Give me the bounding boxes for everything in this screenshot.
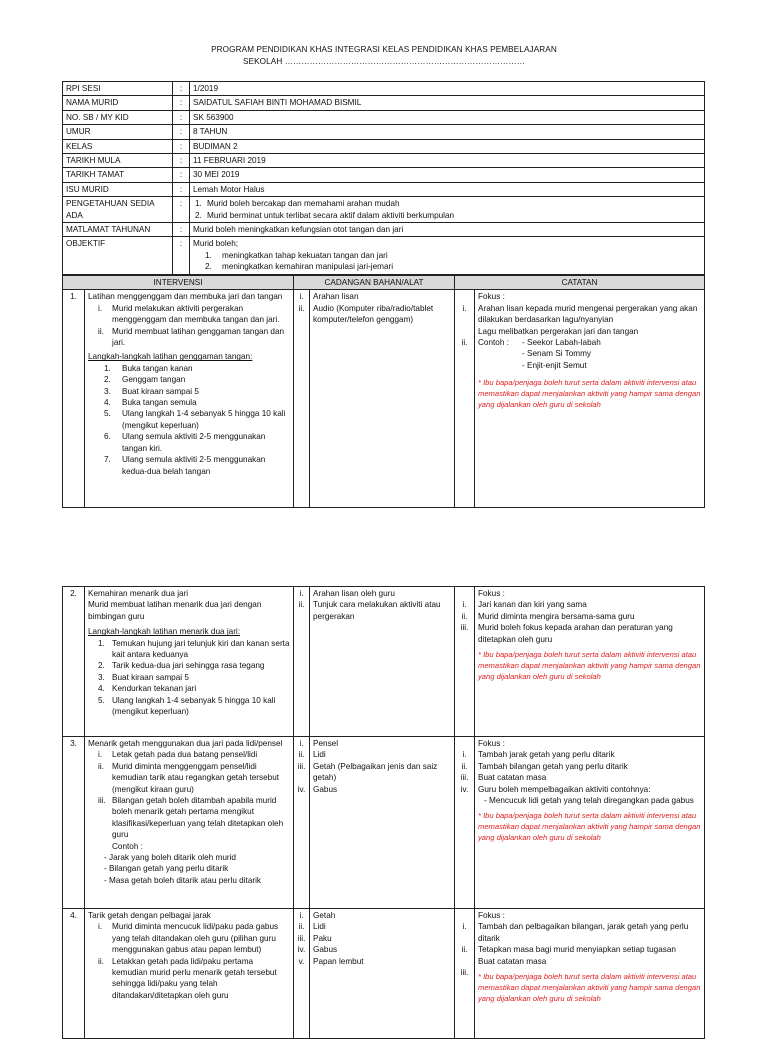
info-row xyxy=(63,154,705,168)
parent-note: * Ibu bapa/penjaga boleh turut serta dalam aktiviti intervensi atau memastikan dapat menjalankan aktiviti yang hampir sama dengan yang dijalankan oleh guru di sekolah xyxy=(478,650,701,682)
catatan-cell: Fokus : Tambah jarak getah yang perlu ditarik Tambah bilangan getah yang perlu ditarik Buat catatan masa Guru boleh mempelbagaikan aktiviti contohnya: - Mencucuk lidi getah yang telah diregangkan pada gabus * Ibu bapa/penjaga boleh turut serta dalam aktiviti intervensi atau memastikan dapat menjalankan aktiviti yang hampir sama dengan yang dijalankan oleh guru di sekolah xyxy=(475,737,705,909)
info-colon: : xyxy=(173,182,190,196)
info-row xyxy=(63,82,705,96)
info-colon: : xyxy=(173,96,190,110)
info-value: 1/2019 xyxy=(190,82,705,96)
objektif-list: Murid boleh; 1. meningkatkan tahap kekuatan tangan dan jari 2. meningkatkan kemahiran manipulasi jari-jemari xyxy=(190,237,705,274)
table-row xyxy=(63,737,705,909)
table-row xyxy=(63,290,705,508)
info-value: 8 TAHUN xyxy=(190,125,705,139)
catatan-cell: Fokus : Jari kanan dan kiri yang sama Murid diminta mengira bersama-sama guru Murid boleh fokus kepada arahan dan peraturan yang ditetapkan oleh guru * Ibu bapa/penjaga boleh turut serta dalam aktiviti intervensi atau memastikan dapat menjalankan aktiviti yang hampir sama dengan yang dijalankan oleh guru di sekolah xyxy=(475,587,705,737)
school-line: SEKOLAH …………………………………………………………………………… xyxy=(242,57,526,66)
info-label: KELAS xyxy=(63,139,173,153)
bahan-markers: i. ii. iii. iv. xyxy=(294,737,310,909)
info-row xyxy=(63,96,705,110)
bahan-cell: Pensel Lidi Getah (Pelbagaikan jenis dan saiz getah) Gabus xyxy=(310,737,455,909)
intervention-table-2 xyxy=(62,586,705,1039)
intervensi-cell: Menarik getah menggunakan dua jari pada lidi/pensel i. Letak getah pada dua batang pensel/lidi ii. Murid diminta menggenggam pensel/lidi kemudian tarik atau regangkan getah tersebut (mengikut kiraan guru) iii. Bilangan getah boleh ditambah apabila murid boleh menarik getah pertama mengikut klasifikasi/keperluan yang telah ditetapkan oleh guru Contoh : - Jarak yang boleh ditarik oleh murid - Bilangan getah yang perlu ditarik - Masa getah boleh ditarik atau perlu ditarik xyxy=(85,737,294,909)
catatan-markers: i. ii. xyxy=(455,290,475,508)
catatan-cell: Fokus : Tambah dan pelbagaikan bilangan, jarak getah yang perlu ditarik Tetapkan masa bagi murid menyiapkan setiap tugasan Buat catatan masa * Ibu bapa/penjaga boleh turut serta dalam aktiviti intervensi atau memastikan dapat menjalankan aktiviti yang hampir sama dengan yang dijalankan oleh guru di sekolah xyxy=(475,909,705,1039)
info-label: PENGETAHUAN SEDIA ADA xyxy=(63,197,173,223)
student-info-table xyxy=(62,81,705,275)
info-label: UMUR xyxy=(63,125,173,139)
bahan-markers: i. ii. xyxy=(294,587,310,737)
bahan-cell: Getah Lidi Paku Gabus Papan lembut xyxy=(310,909,455,1039)
info-label: OBJEKTIF xyxy=(63,237,173,274)
info-label: TARIKH TAMAT xyxy=(63,168,173,182)
info-colon: : xyxy=(173,139,190,153)
info-value: SK 563900 xyxy=(190,110,705,124)
row-number: 1. xyxy=(63,290,85,508)
header-intervensi: INTERVENSI xyxy=(63,276,294,290)
header-bahan: CADANGAN BAHAN/ALAT xyxy=(294,276,455,290)
info-colon: : xyxy=(173,110,190,124)
bahan-markers: i. ii. xyxy=(294,290,310,508)
catatan-markers: i. ii. iii. iv. xyxy=(455,737,475,909)
objektif-row: OBJEKTIF : Murid boleh; 1. meningkatkan tahap kekuatan tangan dan jari 2. meningkatkan kemahiran manipulasi jari-jemari xyxy=(63,237,705,274)
pengetahuan-list: 1. Murid boleh bercakap dan memahami arahan mudah 2. Murid berminat untuk terlibat secara aktif dalam aktiviti berkumpulan xyxy=(190,197,705,223)
program-title: PROGRAM PENDIDIKAN KHAS INTEGRASI KELAS PENDIDIKAN KHAS PEMBELAJARAN xyxy=(211,45,557,54)
pengetahuan-row: PENGETAHUAN SEDIA ADA : 1. Murid boleh bercakap dan memahami arahan mudah 2. Murid berminat untuk terlibat secara aktif dalam aktiviti berkumpulan xyxy=(63,197,705,223)
info-value: BUDIMAN 2 xyxy=(190,139,705,153)
bahan-markers: i. ii. iii. iv. v. xyxy=(294,909,310,1039)
info-value: Lemah Motor Halus xyxy=(190,182,705,196)
info-label: MATLAMAT TAHUNAN xyxy=(63,223,173,237)
info-value: Murid boleh meningkatkan kefungsian otot tangan dan jari xyxy=(190,223,705,237)
info-colon: : xyxy=(173,125,190,139)
row-number: 2. xyxy=(63,587,85,737)
intervensi-cell: Tarik getah dengan pelbagai jarak i. Murid diminta mencucuk lidi/paku pada gabus yang telah ditandakan oleh guru (pilihan guru menggunakan gabus atau papan lembut) ii. Letakkan getah pada lidi/paku pertama kemudian murid perlu menarik getah tersebut sehingga lidi/paku yang telah ditandakan/ditetapkan oleh guru xyxy=(85,909,294,1039)
info-value: 11 FEBRUARI 2019 xyxy=(190,154,705,168)
bahan-cell: Arahan lisan oleh guru Tunjuk cara melakukan aktiviti atau pergerakan xyxy=(310,587,455,737)
bahan-cell: Arahan lisan Audio (Komputer riba/radio/tablet komputer/telefon genggam) xyxy=(310,290,455,508)
catatan-markers: i. ii. iii. xyxy=(455,909,475,1039)
intervention-table-1 xyxy=(62,275,705,508)
info-colon: : xyxy=(173,82,190,96)
info-value: SAIDATUL SAFIAH BINTI MOHAMAD BISMIL xyxy=(190,96,705,110)
info-row xyxy=(63,125,705,139)
info-value: 30 MEI 2019 xyxy=(190,168,705,182)
header-catatan: CATATAN xyxy=(455,276,705,290)
matlamat-row: MATLAMAT TAHUNAN : Murid boleh meningkatkan kefungsian otot tangan dan jari xyxy=(63,223,705,237)
info-label: NO. SB / MY KID xyxy=(63,110,173,124)
row-number: 4. xyxy=(63,909,85,1039)
table-row xyxy=(63,587,705,737)
row-number: 3. xyxy=(63,737,85,909)
info-row xyxy=(63,182,705,196)
info-label: NAMA MURID xyxy=(63,96,173,110)
catatan-cell: Fokus : Arahan lisan kepada murid mengenai pergerakan yang akan dilakukan berdasarkan lagu/nyanyian Lagu melibatkan pergerakan jari dan tangan Contoh : - Seekor Labah-labah - Senam Si Tommy - Enjit-enjit Semut * Ibu bapa/penjaga boleh turut serta dalam aktiviti intervensi atau memastikan dapat menjalankan aktiviti yang hampir sama dengan yang dijalankan oleh guru di sekolah xyxy=(475,290,705,508)
info-colon: : xyxy=(173,154,190,168)
info-row xyxy=(63,139,705,153)
parent-note: * Ibu bapa/penjaga boleh turut serta dalam aktiviti intervensi atau memastikan dapat menjalankan aktiviti yang hampir sama dengan yang dijalankan oleh guru di sekolah xyxy=(478,811,701,843)
parent-note: * Ibu bapa/penjaga boleh turut serta dalam aktiviti intervensi atau memastikan dapat menjalankan aktiviti yang hampir sama dengan yang dijalankan oleh guru di sekolah xyxy=(478,972,701,1004)
table-header-row xyxy=(63,276,705,290)
intervensi-cell: Kemahiran menarik dua jari Murid membuat latihan menarik dua jari dengan bimbingan guru Langkah-langkah latihan menarik dua jari: 1. Temukan hujung jari telunjuk kiri dan kanan serta kait antara keduanya 2. Tarik kedua-dua jari sehingga rasa tegang 3. Buat kiraan sampai 5 4. Kendurkan tekanan jari 5. Ulang langkah 1-4 sebanyak 5 hingga 10 kali (mengikut keperluan) xyxy=(85,587,294,737)
info-row xyxy=(63,110,705,124)
table-row xyxy=(63,909,705,1039)
info-colon: : xyxy=(173,168,190,182)
catatan-markers: i. ii. iii. xyxy=(455,587,475,737)
intervensi-cell: Latihan menggenggam dan membuka jari dan tangan i. Murid melakukan aktiviti pergerakan menggenggam dan membuka tangan dan jari. ii. Murid membuat latihan genggaman tangan dan jari. Langkah-langkah latihan genggaman tangan: 1. Buka tangan kanan 2. Genggam tangan 3. Buat kiraan sampai 5 4. Buka tangan semula 5. Ulang langkah 1-4 sebanyak 5 hingga 10 kali (mengikut keperluan) 6. Ulang semula aktiviti 2-5 menggunakan tangan kiri. 7. Ulang semula aktiviti 2-5 menggunakan kedua-dua belah tangan xyxy=(85,290,294,508)
parent-note: * Ibu bapa/penjaga boleh turut serta dalam aktiviti intervensi atau memastikan dapat menjalankan aktiviti yang hampir sama dengan yang dijalankan oleh guru di sekolah xyxy=(478,378,701,410)
info-label: ISU MURID xyxy=(63,182,173,196)
info-label: TARIKH MULA xyxy=(63,154,173,168)
info-label: RPI SESI xyxy=(63,82,173,96)
info-row xyxy=(63,168,705,182)
